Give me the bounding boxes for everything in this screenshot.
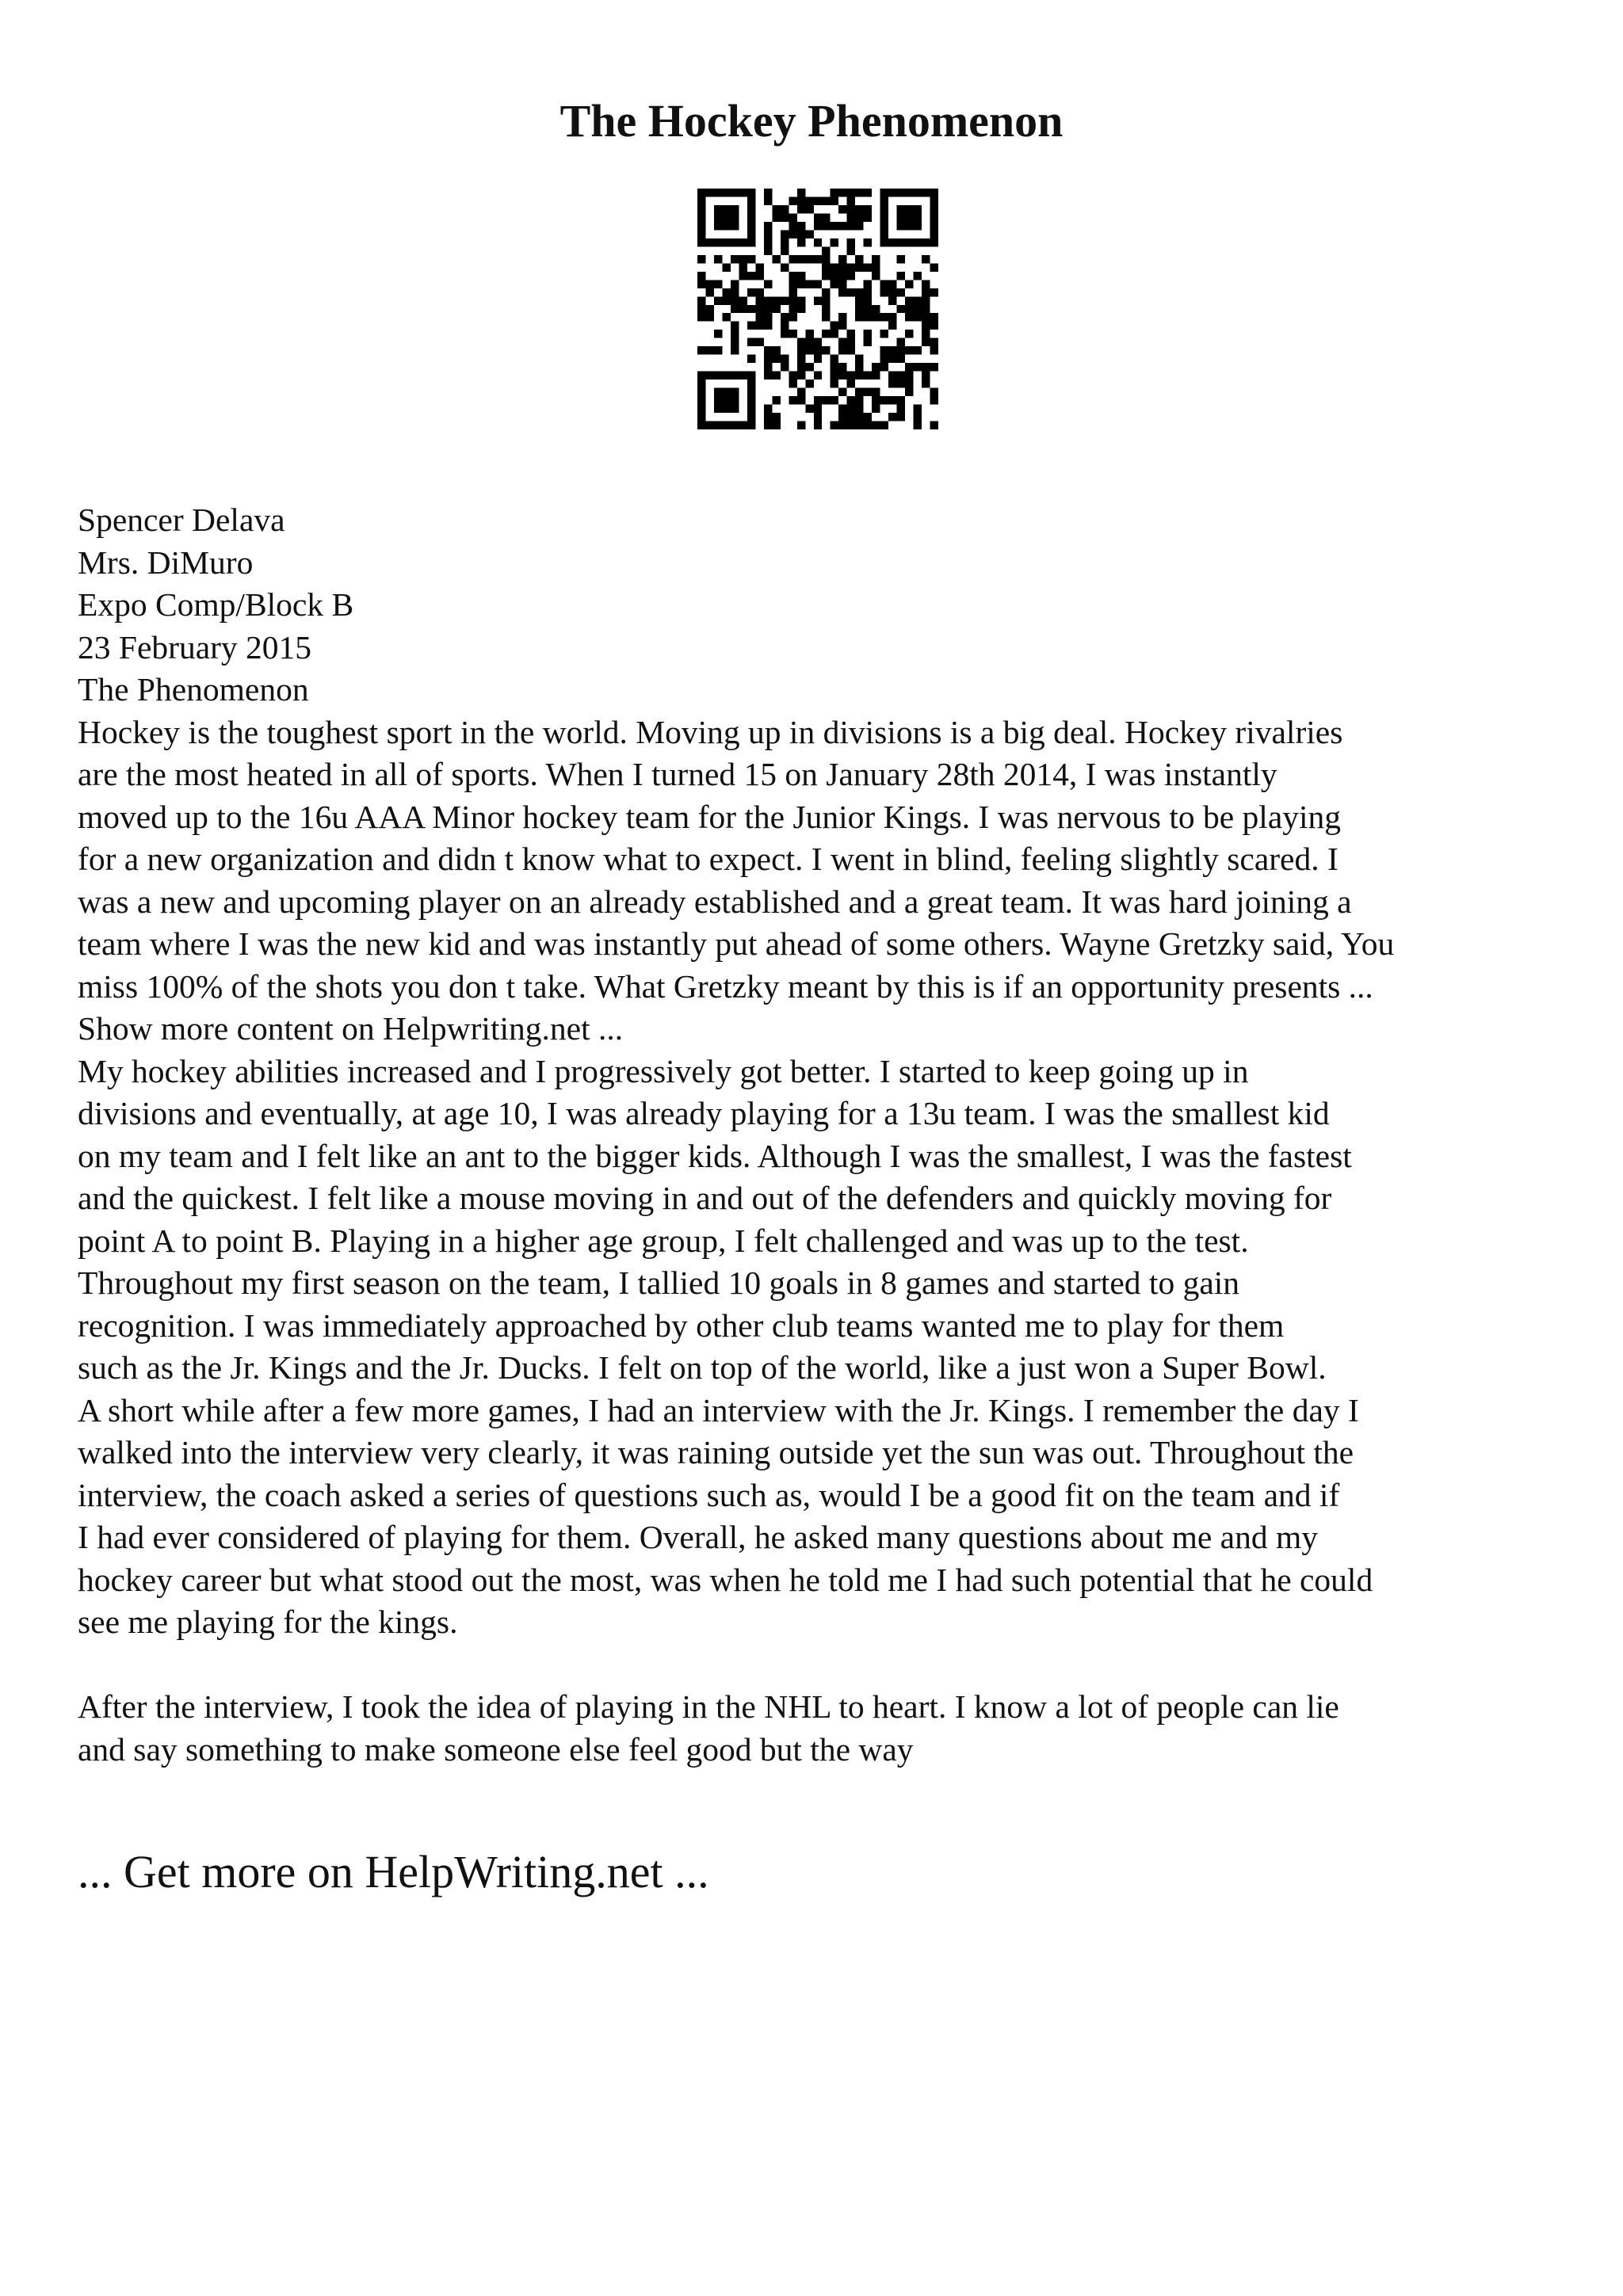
essay-heading: The Phenomenon	[78, 671, 309, 707]
paragraph-spacer	[78, 1644, 1583, 1687]
teacher-name: Mrs. DiMuro	[78, 543, 254, 581]
qr-code-icon	[697, 189, 938, 429]
paragraph-3	[78, 1686, 1583, 1771]
paragraph-1	[78, 711, 1583, 1051]
paragraph-2	[78, 1051, 1583, 1644]
essay-date: 23 February 2015	[78, 628, 312, 666]
text-line: My hockey abilities increased and I progressively got better. I started to keep going up in	[78, 1052, 1249, 1089]
text-line: I had ever considered of playing for them. Overall, he asked many questions about me and my	[78, 1519, 1319, 1555]
text-line: such as the Jr. Kings and the Jr. Ducks. I felt on top of the world, like a just won a Super Bowl.	[78, 1349, 1327, 1386]
text-line: on my team and I felt like an ant to the bigger kids. Although I was the smallest, I was the fastest	[78, 1137, 1352, 1174]
text-line: was a new and upcoming player on an already established and a great team. It was hard joining a	[78, 883, 1352, 920]
text-line: team where I was the new kid and was instantly put ahead of some others. Wayne Gretzky said, You	[78, 925, 1395, 962]
text-line: divisions and eventually, at age 10, I was already playing for a 13u team. I was the smallest kid	[78, 1095, 1330, 1131]
text-line: see me playing for the kings.	[78, 1604, 458, 1640]
text-line: miss 100% of the shots you don t take. What Gretzky meant by this is if an opportunity presents ...	[78, 967, 1373, 1005]
text-line: interview, the coach asked a series of questions such as, would I be a good fit on the team and if	[78, 1476, 1340, 1513]
text-line: walked into the interview very clearly, it was raining outside yet the sun was out. Throughout the	[78, 1434, 1354, 1470]
text-line: recognition. I was immediately approached by other club teams wanted me to play for them	[78, 1306, 1285, 1344]
text-line: After the interview, I took the idea of playing in the NHL to heart. I know a lot of people can lie	[78, 1688, 1339, 1725]
text-line: for a new organization and didn t know what to expect. I went in blind, feeling slightly scared. I	[78, 841, 1338, 877]
document-body	[78, 499, 1583, 1771]
text-line: and the quickest. I felt like a mouse moving in and out of the defenders and quickly moving for	[78, 1180, 1332, 1216]
author-name: Spencer Delava	[78, 502, 285, 538]
text-line: Throughout my first season on the team, I tallied 10 goals in 8 games and started to gain	[78, 1264, 1240, 1301]
header-block	[78, 499, 1583, 711]
get-more-link[interactable]: ... Get more on HelpWriting.net ...	[78, 1846, 709, 1897]
text-line: point A to point B. Playing in a higher age group, I felt challenged and was up to the test.	[78, 1222, 1249, 1259]
show-more-text: Show more content on Helpwriting.net ...	[78, 1010, 624, 1047]
text-line: are the most heated in all of sports. When I turned 15 on January 28th 2014, I was instantly	[78, 756, 1277, 792]
text-line: hockey career but what stood out the most, was when he told me I had such potential that he could	[78, 1561, 1373, 1598]
document-title: The Hockey Phenomenon	[559, 95, 1064, 147]
text-line: and say something to make someone else feel good but the way	[78, 1730, 914, 1768]
text-line: Hockey is the toughest sport in the world. Moving up in divisions is a big deal. Hockey rivalries	[78, 713, 1343, 750]
text-line: moved up to the 16u AAA Minor hockey team for the Junior Kings. I was nervous to be playing	[78, 798, 1342, 835]
text-line: A short while after a few more games, I had an interview with the Jr. Kings. I remember the day I	[78, 1391, 1359, 1428]
course-block: Expo Comp/Block B	[78, 586, 354, 623]
